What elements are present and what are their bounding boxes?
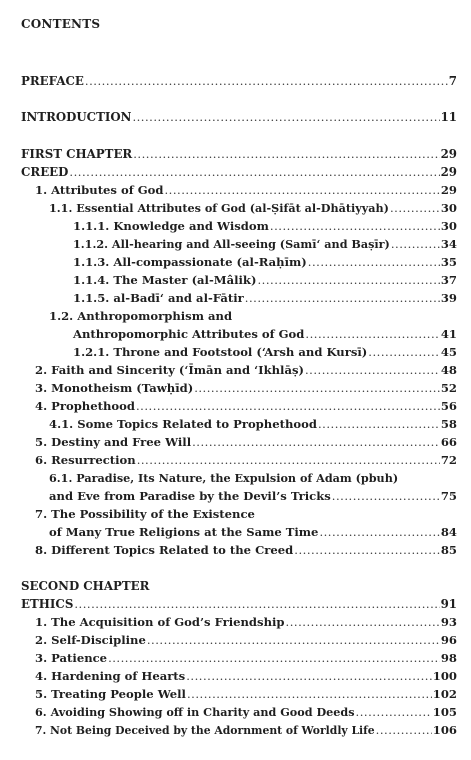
toc-entry-title: Anthropomorphic Attributes of God [73,327,305,341]
dot-leader [147,631,440,649]
toc-entry[interactable] [35,631,457,649]
toc-entry-page: 30 [440,219,457,233]
toc-entry-title: 1.1.4. The Master (al-Mâlik) [73,273,257,287]
dot-leader [74,595,439,613]
toc-entry-page: 45 [440,345,457,359]
toc-entry-page: 91 [440,597,457,611]
toc-entry-title-line1: 6.1. Paradise, Its Nature, the Expulsion of Adam (pbuh) [49,471,399,485]
toc-entry-page: 98 [440,651,457,665]
toc-entry[interactable] [21,595,457,613]
toc-entry-title: PREFACE [21,74,84,88]
toc-entry[interactable] [73,325,457,343]
toc-entry[interactable] [73,343,457,361]
toc-entry-title: 5. Treating People Well [35,687,186,701]
toc-entry-title: 1.1.5. al-Badī‘ and al-Fātir [73,291,244,305]
toc-entry-title: 1.2.1. Throne and Footstool (‘Arsh and Kursī) [73,345,368,359]
toc-entry-page: 35 [440,255,457,269]
dot-leader [187,685,432,703]
toc-entry[interactable] [35,451,457,469]
toc-entry[interactable] [35,721,457,739]
dot-leader [270,217,440,235]
dot-leader [356,703,432,721]
toc-entry-title: 3. Patience [35,651,108,665]
dot-leader [186,667,432,685]
dot-leader [305,361,440,379]
dot-leader [136,397,440,415]
toc-entry-title-line1: 1.2. Anthropomorphism and [49,309,233,323]
toc-entry-title: 1.1. Essential Attributes of God (al-Ṣifāt al-Dhātiyyah) [49,201,389,215]
toc-entry-page: 7 [448,74,457,88]
toc-entry-title: 6. Avoiding Showing off in Charity and Good Deeds [35,705,355,719]
toc-entry-page: 72 [440,453,457,467]
toc-entry-title: FIRST CHAPTER [21,147,133,161]
toc-entry-title: 4. Hardening of Hearts [35,669,186,683]
dot-leader [85,72,448,90]
toc-entry[interactable] [73,289,457,307]
toc-entry[interactable] [73,235,457,253]
toc-entry[interactable] [73,271,457,289]
toc-entry[interactable] [21,108,457,126]
dot-leader [133,145,439,163]
chapter-heading: SECOND CHAPTER [21,579,150,593]
toc-entry[interactable] [35,685,457,703]
dot-leader [308,253,440,271]
toc-entry-title: 1.1.1. Knowledge and Wisdom [73,219,269,233]
toc-entry-title: CREED [21,165,69,179]
toc-entry-page: 58 [440,417,457,431]
dot-leader [294,541,440,559]
toc-entry-page: 37 [440,273,457,287]
toc-entry-page: 29 [440,147,457,161]
toc-entry-page: 11 [440,110,457,124]
toc-entry[interactable] [73,217,457,235]
toc-entry-title: 1.1.2. All-hearing and All-seeing (Samī‘ and Baṣīr) [73,237,390,251]
toc-entry-page: 102 [432,687,457,701]
dot-leader [132,108,439,126]
toc-entry-page: 29 [440,165,457,179]
toc-entry-page: 105 [432,705,457,719]
toc-entry-title: 1. The Acquisition of God’s Friendship [35,615,285,629]
toc-entry[interactable] [49,415,457,433]
toc-entry-page: 93 [440,615,457,629]
toc-entry[interactable] [73,253,457,271]
toc-entry[interactable] [35,703,457,721]
toc-entry-page: 30 [440,201,457,215]
toc-entry-title: INTRODUCTION [21,110,132,124]
dot-leader [305,325,439,343]
toc-entry[interactable] [49,487,457,505]
toc-entry[interactable] [35,613,457,631]
toc-entry-title: 2. Self-Discipline [35,633,146,647]
toc-entry-title: 3. Monotheism (Tawḥīd) [35,381,194,395]
toc-entry[interactable] [35,181,457,199]
toc-entry[interactable] [35,541,457,559]
toc-entry-page: 56 [440,399,457,413]
toc-entry-page: 34 [440,237,457,251]
toc-entry-title: 2. Faith and Sincerity (‘Īmān and ‘Ikhlāṣ) [35,363,304,377]
toc-entry-title: 6. Resurrection [35,453,136,467]
dot-leader [137,451,440,469]
dot-leader [376,721,432,739]
toc-entry-page: 96 [440,633,457,647]
toc-entry[interactable] [35,397,457,415]
toc-entry-title: 8. Different Topics Related to the Creed [35,543,294,557]
toc-entry[interactable] [21,72,457,90]
toc-entry-title: ETHICS [21,597,74,611]
toc-entry-page: 84 [440,525,457,539]
toc-entry[interactable] [35,379,457,397]
toc-entry[interactable] [35,361,457,379]
toc-entry-page: 29 [440,183,457,197]
toc-entry-page: 39 [440,291,457,305]
toc-entry-title: 7. Not Being Deceived by the Adornment of Worldly Life [35,724,375,737]
dot-leader [391,235,440,253]
toc-entry[interactable] [35,649,457,667]
contents-heading: CONTENTS [21,17,101,31]
toc-entry-page: 66 [440,435,457,449]
toc-entry[interactable] [21,145,457,163]
dot-leader [368,343,440,361]
toc-entry[interactable] [35,433,457,451]
dot-leader [245,289,440,307]
toc-entry-title: 5. Destiny and Free Will [35,435,192,449]
table-of-contents [21,0,457,760]
dot-leader [108,649,440,667]
dot-leader [390,199,440,217]
dot-leader [332,487,440,505]
toc-entry-title: 1. Attributes of God [35,183,164,197]
toc-entry[interactable] [21,163,457,181]
toc-entry[interactable] [49,523,457,541]
toc-entry-page: 100 [432,669,457,683]
toc-entry-page: 75 [440,489,457,503]
dot-leader [192,433,440,451]
dot-leader [318,415,440,433]
toc-entry-page: 48 [440,363,457,377]
dot-leader [319,523,439,541]
dot-leader [257,271,439,289]
toc-entry-title: 1.1.3. All-compassionate (al-Raḥīm) [73,255,307,269]
toc-entry-title-line1: 7. The Possibility of the Existence [35,507,255,521]
toc-entry[interactable] [49,199,457,217]
toc-entry-page: 41 [440,327,457,341]
toc-entry[interactable] [35,667,457,685]
toc-entry-title: of Many True Religions at the Same Time [49,525,319,539]
toc-entry-page: 106 [432,723,457,737]
toc-entry-page: 52 [440,381,457,395]
toc-entry-page: 85 [440,543,457,557]
toc-entry-title: 4.1. Some Topics Related to Prophethood [49,417,317,431]
dot-leader [194,379,440,397]
dot-leader [164,181,439,199]
toc-entry-title: and Eve from Paradise by the Devil’s Tricks [49,489,331,503]
toc-entry-title: 4. Prophethood [35,399,135,413]
dot-leader [69,163,439,181]
dot-leader [286,613,440,631]
